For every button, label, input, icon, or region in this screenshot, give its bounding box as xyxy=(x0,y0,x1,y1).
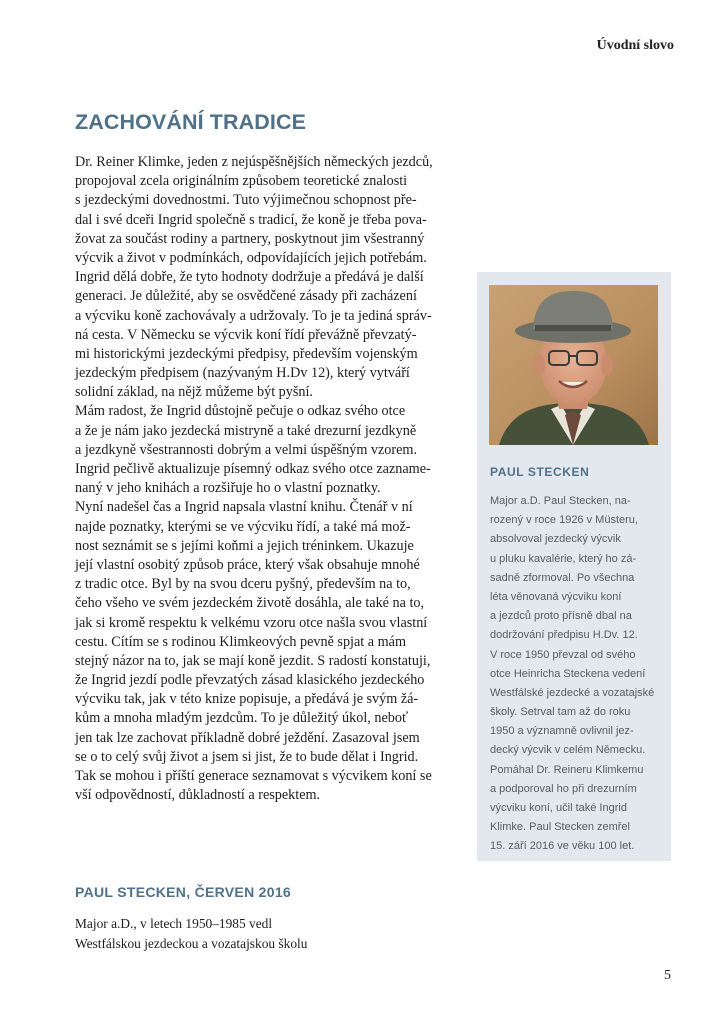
sidebar-text-line: výcviku koní, učil také Ingrid xyxy=(490,802,627,814)
body-text-line: Dr. Reiner Klimke, jeden z nejúspěšnějších německých jezdců, xyxy=(75,154,433,170)
page-number: 5 xyxy=(664,968,671,983)
author-photo xyxy=(489,285,658,445)
sidebar-text-line: absolvoval jezdecký výcvik xyxy=(490,533,621,546)
signature-caption xyxy=(75,914,307,954)
sidebar-text-line: Westfálské jezdecké a vozatajské xyxy=(490,686,655,699)
body-text-line: jezdeckým předpisem (nazývaným H.Dv 12), který vytváří xyxy=(75,365,410,382)
body-text-line: že Ingrid jezdí podle převzatých zásad klasického jezdeckého xyxy=(75,672,425,689)
body-text-line: kům a mnoha mladým jezdcům. To je důležitý úkol, neboť xyxy=(75,710,409,727)
sidebar-biography xyxy=(490,492,666,857)
body-text-line: a výcviku koně zachovávaly a udržovaly. To je ta jediná správ- xyxy=(75,307,432,324)
sidebar-text-line: 15. září 2016 ve věku 100 let. xyxy=(490,840,635,853)
running-header: Úvodní slovo xyxy=(596,38,674,53)
body-text-line: a jezdkyně všestrannosti dobrým a velmi úspěšným vzorem. xyxy=(75,441,417,458)
sidebar-author-name: PAUL STECKEN xyxy=(490,465,590,479)
body-text-line: mi historickými jezdeckými předpisy, především vojenským xyxy=(75,345,418,362)
body-text-line: cestu. Cítím se s rodinou Klimkeových pevně spjat a mám xyxy=(75,633,406,650)
body-text-line: generaci. Je důležité, aby se osvědčené zásady při zacházení xyxy=(75,288,417,305)
body-text-line: dal i své dceři Ingrid společně s tradicí, že koně je třeba pova- xyxy=(75,211,427,228)
body-text-line: solidní základ, na nějž můžeme být pyšní. xyxy=(75,384,313,401)
signature-name: PAUL STECKEN, ČERVEN 2016 xyxy=(75,884,292,900)
sidebar-text-line: 1950 a významně ovlivnil jez- xyxy=(490,725,634,738)
body-text-line: ná cesta. V Německu se výcvik koní řídí převážně převzatý- xyxy=(75,326,417,343)
body-text-line: z tradic otce. Byl by na svou dceru pyšný, především na to, xyxy=(75,576,411,593)
author-sidebar xyxy=(477,272,671,861)
sidebar-text-line: decký výcvik v celém Německu. xyxy=(490,744,646,757)
sidebar-text-line: dodržování předpisu H.Dv. 12. xyxy=(490,629,638,642)
body-text-line: čeho všeho ve svém jezdeckém životě dosáhla, ale také na to, xyxy=(75,595,425,612)
body-text-line: Tak se mohou i příští generace seznamovat s výcvikem koní se xyxy=(75,768,432,784)
article-body xyxy=(75,153,465,805)
sidebar-text-line: Pomáhal Dr. Reineru Klimkemu xyxy=(490,763,644,776)
sidebar-text-line: léta věnovaná výcviku koní xyxy=(490,590,622,603)
sidebar-text-line: Klimke. Paul Stecken zemřel xyxy=(490,821,630,834)
sidebar-text-line: rozený v roce 1926 v Müsteru, xyxy=(490,514,638,527)
sidebar-text-line: V roce 1950 převzal od svého xyxy=(490,648,636,661)
body-text-line: jak si kromě respektu k velkému vzoru otce našla svou vlastní xyxy=(75,614,428,631)
body-text-line: naný v jeho knihách a rozšiřuje ho o vlastní poznatky. xyxy=(75,480,381,497)
signature-caption-line: Westfálskou jezdeckou a vozatajskou školu xyxy=(75,936,308,951)
body-text-line: její vlastní osobitý způsob práce, který však obsahuje mnohé xyxy=(75,556,420,573)
body-text-line: s jezdeckými dovednostmi. Tuto výjimečnou schopnost pře- xyxy=(75,192,417,209)
body-text-line: vší odpovědností, důkladností a respektem. xyxy=(75,787,321,804)
body-text-line: jen tak lze zachovat příkladně dobré ježdění. Zasazoval jsem xyxy=(75,729,420,746)
body-text-line: výcvik a život v podmínkách, odpovídajících jejich potřebám. xyxy=(75,249,427,266)
body-text-line: a že je nám jako jezdecká mistryně a také drezurní jezdkyně xyxy=(75,422,417,439)
body-text-line: se o to celý svůj život a jsem si jist, že to bude dělat i Ingrid. xyxy=(75,748,419,765)
body-text-line: stejný názor na to, jak se mají koně jezdit. S radostí konstatuji, xyxy=(75,652,431,669)
sidebar-text-line: a jezdců proto přísně dbal na xyxy=(490,610,632,623)
body-text-line: žovat za součást rodiny a partnery, poskytnout jim všestranný xyxy=(75,230,425,247)
body-text-line: Ingrid pečlivě aktualizuje písemný odkaz svého otce zazname- xyxy=(75,461,431,477)
body-text-line: Nyní nadešel čas a Ingrid napsala vlastní knihu. Čtenář v ní xyxy=(75,499,413,516)
body-text-line: Mám radost, že Ingrid důstojně pečuje o odkaz svého otce xyxy=(75,403,406,420)
sidebar-text-line: sadně zformoval. Po všechna xyxy=(490,571,635,584)
sidebar-text-line: u pluku kavalérie, který ho zá- xyxy=(490,552,637,565)
article-title: ZACHOVÁNÍ TRADICE xyxy=(75,110,307,134)
sidebar-text-line: školy. Setrval tam až do roku xyxy=(490,706,631,719)
body-text-line: propojoval zcela originálním způsobem teoretické znalosti xyxy=(75,173,408,190)
signature-caption-line: Major a.D., v letech 1950–1985 vedl xyxy=(75,916,273,931)
body-text-line: nost seznámit se s jejími koňmi a jejich tréninkem. Ukazuje xyxy=(75,537,414,554)
sidebar-text-line: otce Heinricha Steckena vedení xyxy=(490,667,646,680)
sidebar-text-line: Major a.D. Paul Stecken, na- xyxy=(490,495,631,507)
sidebar-text-line: a podporoval ho při drezurním xyxy=(490,782,637,795)
body-text-line: najde poznatky, kterými se ve výcviku řídí, a také má mož- xyxy=(75,518,411,535)
body-text-line: výcviku tak, jak v této knize popisuje, a předává je svým žá- xyxy=(75,691,419,708)
body-text-line: Ingrid dělá dobře, že tyto hodnoty dodržuje a předává je další xyxy=(75,269,424,286)
